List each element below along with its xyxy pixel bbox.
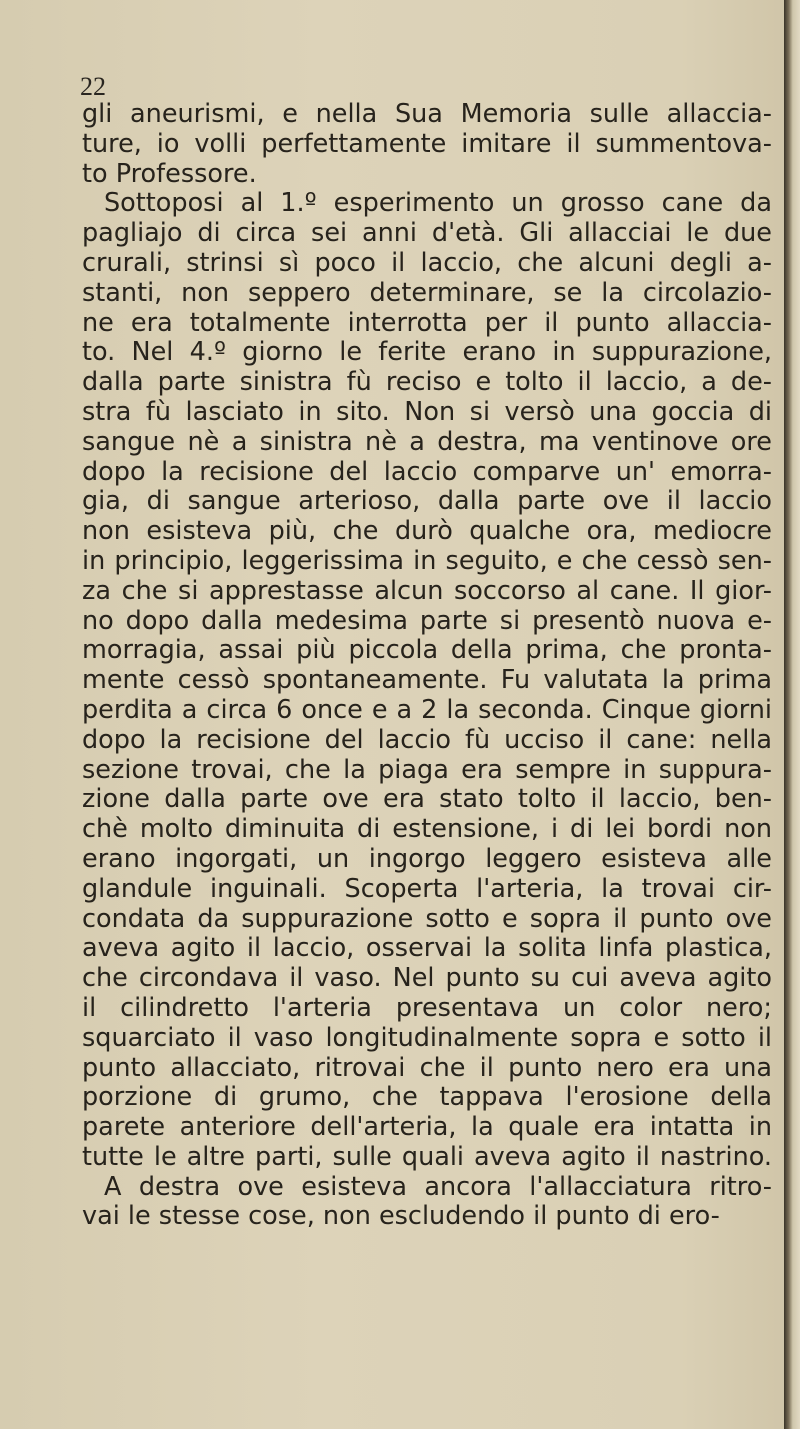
text-line: sangue nè a sinistra nè a destra, ma ventinove ore xyxy=(82,426,772,457)
text-line: aveva agito il laccio, osservai la solita linfa plastica, xyxy=(82,933,772,964)
text-line: pagliajo di circa sei anni d'età. Gli allacciai le due xyxy=(82,218,772,249)
text-line: erano ingorgati, un ingorgo leggero esisteva alle xyxy=(82,843,772,874)
text-line: no dopo dalla medesima parte si presentò nuova e- xyxy=(82,605,772,636)
text-line: glandule inguinali. Scoperta l'arteria, la trovai cir- xyxy=(82,873,772,904)
text-line: in principio, leggerissima in seguito, e che cessò sen- xyxy=(82,545,772,576)
text-line: dopo la recisione del laccio fù ucciso il cane: nella xyxy=(82,724,772,755)
text-line: perdita a circa 6 once e a 2 la seconda. Cinque giorni xyxy=(82,694,772,725)
text-line: vai le stesse cose, non escludendo il punto di ero- xyxy=(82,1201,720,1232)
text-line: punto allacciato, ritrovai che il punto nero era una xyxy=(82,1052,772,1083)
text-line: chè molto diminuita di estensione, i di lei bordi non xyxy=(82,814,772,845)
text-line: Sottoposi al 1.º esperimento un grosso cane da xyxy=(104,188,772,219)
text-line: che circondava il vaso. Nel punto su cui aveva agito xyxy=(82,963,772,994)
text-line: squarciato il vaso longitudinalmente sopra e sotto il xyxy=(82,1022,772,1053)
text-line: sezione trovai, che la piaga era sempre in suppura- xyxy=(82,754,772,785)
text-line: morragia, assai più piccola della prima, che pronta- xyxy=(82,635,772,666)
text-line: dopo la recisione del laccio comparve un' emorra- xyxy=(82,456,772,487)
text-line: dalla parte sinistra fù reciso e tolto il laccio, a de- xyxy=(82,367,772,398)
body-text xyxy=(82,100,772,1232)
text-line: ture, io volli perfettamente imitare il summentova- xyxy=(82,128,772,159)
page-edge-shadow xyxy=(784,0,800,1429)
text-line: zione dalla parte ove era stato tolto il laccio, ben- xyxy=(82,784,772,815)
text-line: parete anteriore dell'arteria, la quale era intatta in xyxy=(82,1112,772,1143)
text-line: stra fù lasciato in sito. Non si versò una goccia di xyxy=(82,396,772,427)
text-line: tutte le altre parti, sulle quali aveva agito il nastrino. xyxy=(82,1141,772,1172)
page-number: 22 xyxy=(80,72,106,101)
text-line: porzione di grumo, che tappava l'erosione della xyxy=(82,1082,772,1113)
text-line: non esisteva più, che durò qualche ora, mediocre xyxy=(82,516,772,547)
text-line: ne era totalmente interrotta per il punto allaccia- xyxy=(82,307,772,338)
text-line: A destra ove esisteva ancora l'allacciatura ritro- xyxy=(104,1171,772,1202)
text-line: mente cessò spontaneamente. Fu valutata la prima xyxy=(82,665,772,696)
text-line: stanti, non seppero determinare, se la circolazio- xyxy=(82,277,772,308)
text-line: to. Nel 4.º giorno le ferite erano in suppurazione, xyxy=(82,337,772,368)
text-line: za che si apprestasse alcun soccorso al cane. Il gior- xyxy=(82,575,772,606)
text-line: crurali, strinsi sì poco il laccio, che alcuni degli a- xyxy=(82,247,772,278)
text-line: gia, di sangue arterioso, dalla parte ove il laccio xyxy=(82,486,772,517)
text-line: condata da suppurazione sotto e sopra il punto ove xyxy=(82,903,772,934)
text-line: to Professore. xyxy=(82,158,257,189)
text-line: il cilindretto l'arteria presentava un color nero; xyxy=(82,992,772,1023)
text-line: gli aneurismi, e nella Sua Memoria sulle allaccia- xyxy=(82,99,772,129)
